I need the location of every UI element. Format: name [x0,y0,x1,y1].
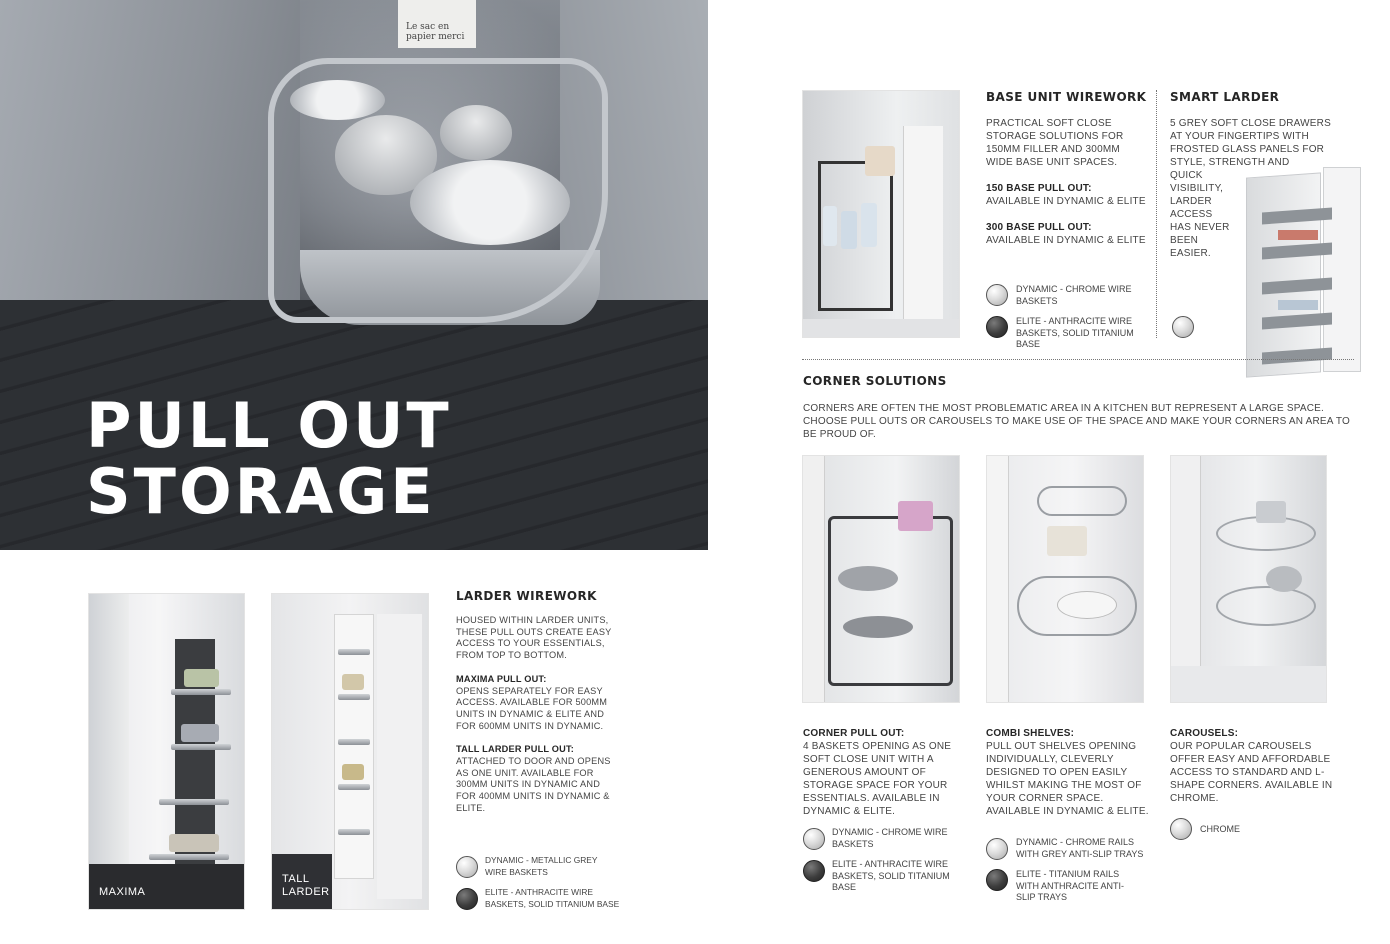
smart-larder-line: FROSTED GLASS PANELS FOR [1170,144,1325,155]
chrome-swatch [803,828,825,850]
combi-swatch1-label: DYNAMIC - CHROME RAILS WITH GREY ANTI-SLIP TRAYS [1016,837,1144,859]
cabinet-left [0,0,300,330]
smart-larder-line: QUICK [1170,170,1203,181]
corner-pullout-swatch1-label: DYNAMIC - CHROME WIRE BASKETS [832,827,948,849]
base-unit-photo [802,90,960,338]
corner-pullout-text [803,727,963,818]
corner-pullout-body: 4 BASKETS OPENING AS ONE SOFT CLOSE UNIT WITH A GENEROUS AMOUNT OF STORAGE SPACE FOR YOUR ESSENTIALS. AVAILABLE IN DYNAMIC & ELITE. [803,741,952,817]
carousel-swatch-label: CHROME [1200,824,1240,834]
plate-stack [410,160,570,245]
column-divider [1156,90,1157,338]
carousel-text [1170,727,1335,805]
smart-larder-line: ACCESS [1170,209,1213,220]
smart-larder-line: BEEN [1170,235,1199,246]
carousel-photo [1170,455,1327,703]
base-300-title: 300 BASE PULL OUT: [986,222,1092,233]
maxima-text: OPENS SEPARATELY FOR EASY ACCESS. AVAILABLE FOR 500MM UNITS IN DYNAMIC & ELITE AND FOR 600MM UNITS IN DYNAMIC. [456,685,608,731]
page-title [86,389,452,528]
maxima-photo [88,593,245,910]
page-title-line1: PULL OUT [86,389,452,462]
anthracite-swatch [803,860,825,882]
paper-bag [398,0,476,48]
base-unit-text [986,117,1146,247]
corner-heading: CORNER SOLUTIONS [803,374,947,388]
smart-larder-line: STYLE, STRENGTH AND [1170,157,1290,168]
corner-pullout-title: CORNER PULL OUT: [803,728,905,739]
smart-larder-swatch [1172,316,1194,338]
smart-larder-line: 5 GREY SOFT CLOSE DRAWERS [1170,118,1331,129]
smart-larder-line: VISIBILITY, [1170,183,1224,194]
combi-swatch2-label: ELITE - TITANIUM RAILS WITH ANTHRACITE ANTI-SLIP TRAYS [1016,869,1124,902]
smart-larder-line: HAS NEVER [1170,222,1230,233]
titanium-swatch [986,869,1008,891]
base-300-text: AVAILABLE IN DYNAMIC & ELITE [986,235,1146,246]
tall-larder-text: ATTACHED TO DOOR AND OPENS AS ONE UNIT. AVAILABLE FOR 300MM UNITS IN DYNAMIC AND FOR 400MM UNITS IN DYNAMIC & ELITE. [456,756,611,813]
larder-intro: HOUSED WITHIN LARDER UNITS, THESE PULL OUTS CREATE EASY ACCESS TO YOUR ESSENTIALS, FROM TOP TO BOTTOM. [456,615,612,661]
chrome-swatch [1170,818,1192,840]
larder-swatch1-label: DYNAMIC - METALLIC GREY WIRE BASKETS [485,855,598,877]
section-divider [802,359,1354,360]
smart-larder-line: EASIER. [1170,248,1211,259]
paper-bag-text: Le sac en papier merci [406,22,465,42]
carousel-body: OUR POPULAR CAROUSELS OFFER EASY AND AFFORDABLE ACCESS TO STANDARD AND L-SHAPE CORNERS. AVAILABLE IN CHROME. [1170,741,1333,804]
maxima-caption: MAXIMA [99,886,146,898]
larder-heading: LARDER WIREWORK [456,589,597,603]
smart-larder-heading: SMART LARDER [1170,90,1280,104]
tall-larder-caption-line1: TALL [282,873,310,885]
corner-intro: CORNERS ARE OFTEN THE MOST PROBLEMATIC AREA IN A KITCHEN BUT REPRESENT A LARGE SPACE. CHOOSE PULL OUTS OR CAROUSELS TO MAKE USE OF THE SPACE AND MAKE YOUR CORNERS AN AREA TO BE PROUD OF. [803,403,1350,440]
chrome-swatch [986,838,1008,860]
smart-larder-line: LARDER [1170,196,1212,207]
tall-larder-caption [282,873,330,899]
anthracite-swatch [986,316,1008,338]
page-title-line2: STORAGE [86,455,436,528]
anthracite-swatch [456,888,478,910]
base-unit-heading: BASE UNIT WIREWORK [986,90,1147,104]
base-swatch1-label: DYNAMIC - CHROME WIRE BASKETS [1016,284,1132,306]
metallic-grey-swatch [456,856,478,878]
hero-image [0,0,708,550]
smart-larder-line: AT YOUR FINGERTIPS WITH [1170,131,1309,142]
combi-body: PULL OUT SHELVES OPENING INDIVIDUALLY, CLEVERLY DESIGNED TO OPEN EASILY WHILST MAKING THE MOST OF YOUR CORNER SPACE. AVAILABLE IN DYNAMIC & ELITE. [986,741,1149,817]
base-unit-intro: PRACTICAL SOFT CLOSE STORAGE SOLUTIONS FOR 150MM FILLER AND 300MM WIDE BASE UNIT SPACES. [986,118,1124,168]
combi-title: COMBI SHELVES: [986,728,1075,739]
plate-stack [290,80,385,120]
base-150-text: AVAILABLE IN DYNAMIC & ELITE [986,196,1146,207]
carousel-title: CAROUSELS: [1170,728,1239,739]
corner-pullout-photo [802,455,960,703]
base-swatch2-label: ELITE - ANTHRACITE WIRE BASKETS, SOLID TITANIUM BASE [1016,316,1134,349]
larder-text [456,615,616,815]
corner-pullout-swatch2-label: ELITE - ANTHRACITE WIRE BASKETS, SOLID TITANIUM BASE [832,859,950,892]
maxima-title: MAXIMA PULL OUT: [456,673,547,684]
bowl [440,105,512,160]
tall-larder-photo [271,593,429,910]
base-150-title: 150 BASE PULL OUT: [986,183,1092,194]
combi-shelves-photo [986,455,1144,703]
smart-larder-photo [1238,165,1364,375]
combi-text [986,727,1151,818]
chrome-swatch [986,284,1008,306]
tall-larder-title: TALL LARDER PULL OUT: [456,744,575,755]
larder-swatch2-label: ELITE - ANTHRACITE WIRE BASKETS, SOLID TITANIUM BASE [485,887,620,909]
tall-larder-caption-line2: LARDER [282,886,330,898]
